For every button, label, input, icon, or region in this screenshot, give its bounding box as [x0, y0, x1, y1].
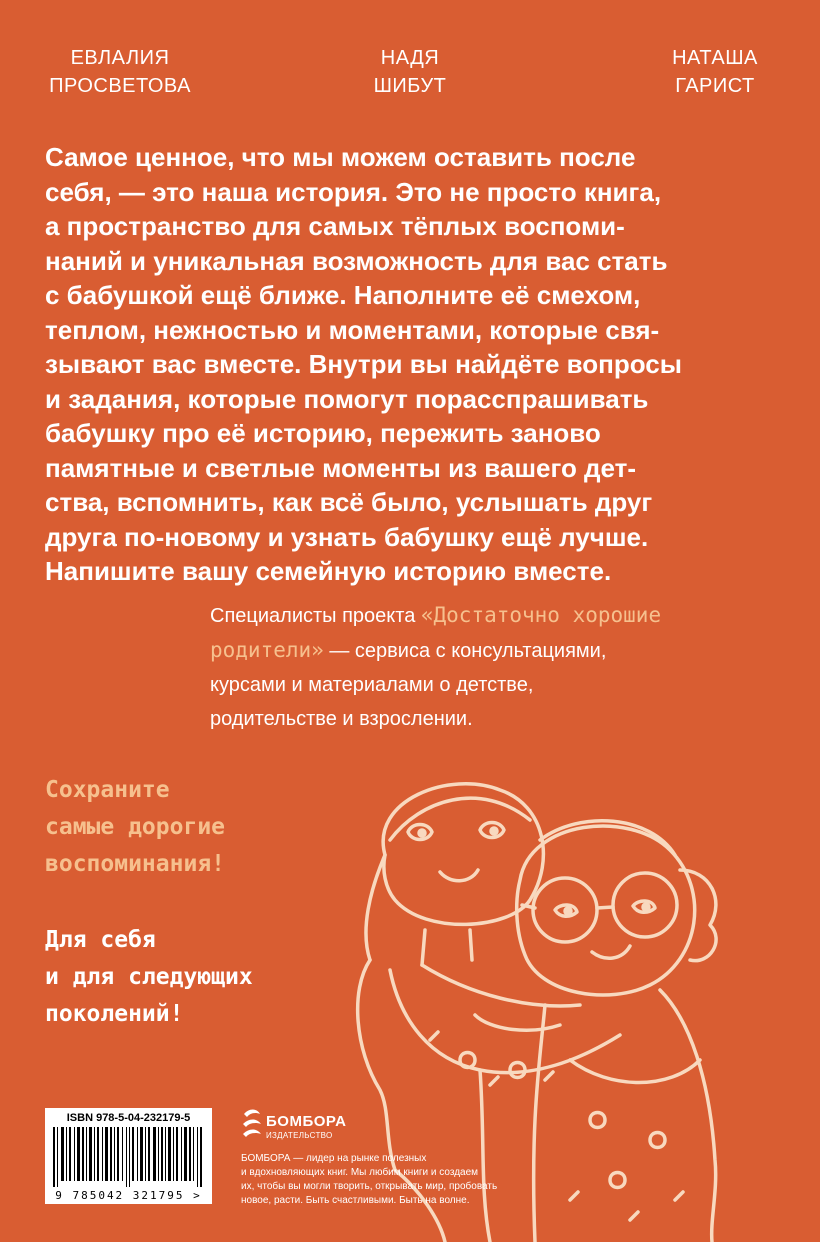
slogan-2-line: и для следующих [45, 964, 253, 990]
slogan-generations [45, 922, 305, 1033]
isbn-barcode [45, 1108, 212, 1204]
annotation-line: ства, вспомнить, как всё было, услышать друг [45, 487, 653, 517]
barcode-icon [51, 1127, 206, 1187]
publisher-name: БОМБОРА [266, 1113, 347, 1130]
annotation-line: Самое ценное, что мы можем оставить после [45, 142, 636, 172]
annotation-line: наний и уникальная возможность для вас стать [45, 245, 668, 276]
annotation-line: себя, — это наша история. Это не просто книга, [45, 176, 662, 207]
experts-line-2 [210, 633, 790, 668]
author-2-first: НАДЯ [380, 47, 440, 69]
annotation-line: памятные и светлые моменты из вашего дет- [45, 452, 637, 483]
slogan-2-line: поколений! [45, 1001, 184, 1027]
project-name-part-2: родители» [210, 638, 324, 662]
author-2-last: ШИБУТ [373, 75, 447, 97]
author-3-last: ГАРИСТ [675, 75, 755, 97]
experts-line-3: курсами и материалами о детстве, [210, 674, 534, 696]
authors-block [0, 44, 820, 104]
project-name-part-1: «Достаточно хорошие [420, 603, 662, 627]
author-1-last: ПРОСВЕТОВА [49, 75, 191, 97]
annotation-line: бабушку про её историю, пережить заново [45, 418, 601, 448]
annotation-line: с бабушкой ещё ближе. Наполните её смехом, [45, 280, 641, 310]
experts-line-4: родительстве и взрослении. [210, 708, 473, 730]
annotation-line: теплом, нежностью и моментами, которые свя- [45, 314, 660, 345]
slogan-2-line: Для себя [45, 927, 156, 953]
experts-suffix: — сервиса с консультациями, [323, 640, 607, 662]
author-1 [40, 44, 200, 100]
publisher-text-line: БОМБОРА — лидер на рынке полезных [241, 1153, 427, 1164]
experts-note [210, 598, 790, 736]
slogan-save-memories [45, 772, 305, 883]
annotation-text [45, 140, 785, 589]
publisher-text-line: новое, расти. Быть счастливыми. Быть на волне. [241, 1195, 470, 1206]
publisher-text-line: и вдохновляющих книг. Мы любим книги и создаем [241, 1167, 479, 1178]
annotation-line: зывают вас вместе. Внутри вы найдёте вопросы [45, 349, 682, 379]
slogan-1-line: самые дорогие [45, 814, 226, 840]
bombora-logo-icon [241, 1106, 263, 1142]
author-3-first: НАТАША [672, 47, 758, 69]
isbn-digits: 9 785042 321795 > [55, 1189, 202, 1202]
experts-line-1 [210, 598, 790, 633]
author-1-first: ЕВЛАЛИЯ [70, 47, 170, 69]
annotation-line: и задания, которые помогут порасспрашивать [45, 383, 649, 414]
isbn-label: ISBN 978-5-04-232179-5 [66, 1112, 191, 1124]
experts-prefix: Специалисты проекта [210, 605, 421, 627]
annotation-line: Напишите вашу семейную историю вместе. [45, 556, 612, 586]
annotation-line: друга по-новому и узнать бабушку ещё лучше. [45, 521, 649, 552]
slogan-1-line: Сохраните [45, 777, 170, 803]
publisher-text-line: их, чтобы вы могли творить, открывать мир, пробовать [241, 1181, 498, 1192]
publisher-description [241, 1152, 531, 1208]
slogan-1-line: воспоминания! [45, 851, 226, 877]
publisher-subtitle: ИЗДАТЕЛЬСТВО [266, 1131, 333, 1140]
publisher-block [236, 1100, 536, 1210]
annotation-line: а пространство для самых тёплых воспоми- [45, 211, 625, 241]
author-3 [640, 44, 790, 100]
author-2 [340, 44, 480, 100]
